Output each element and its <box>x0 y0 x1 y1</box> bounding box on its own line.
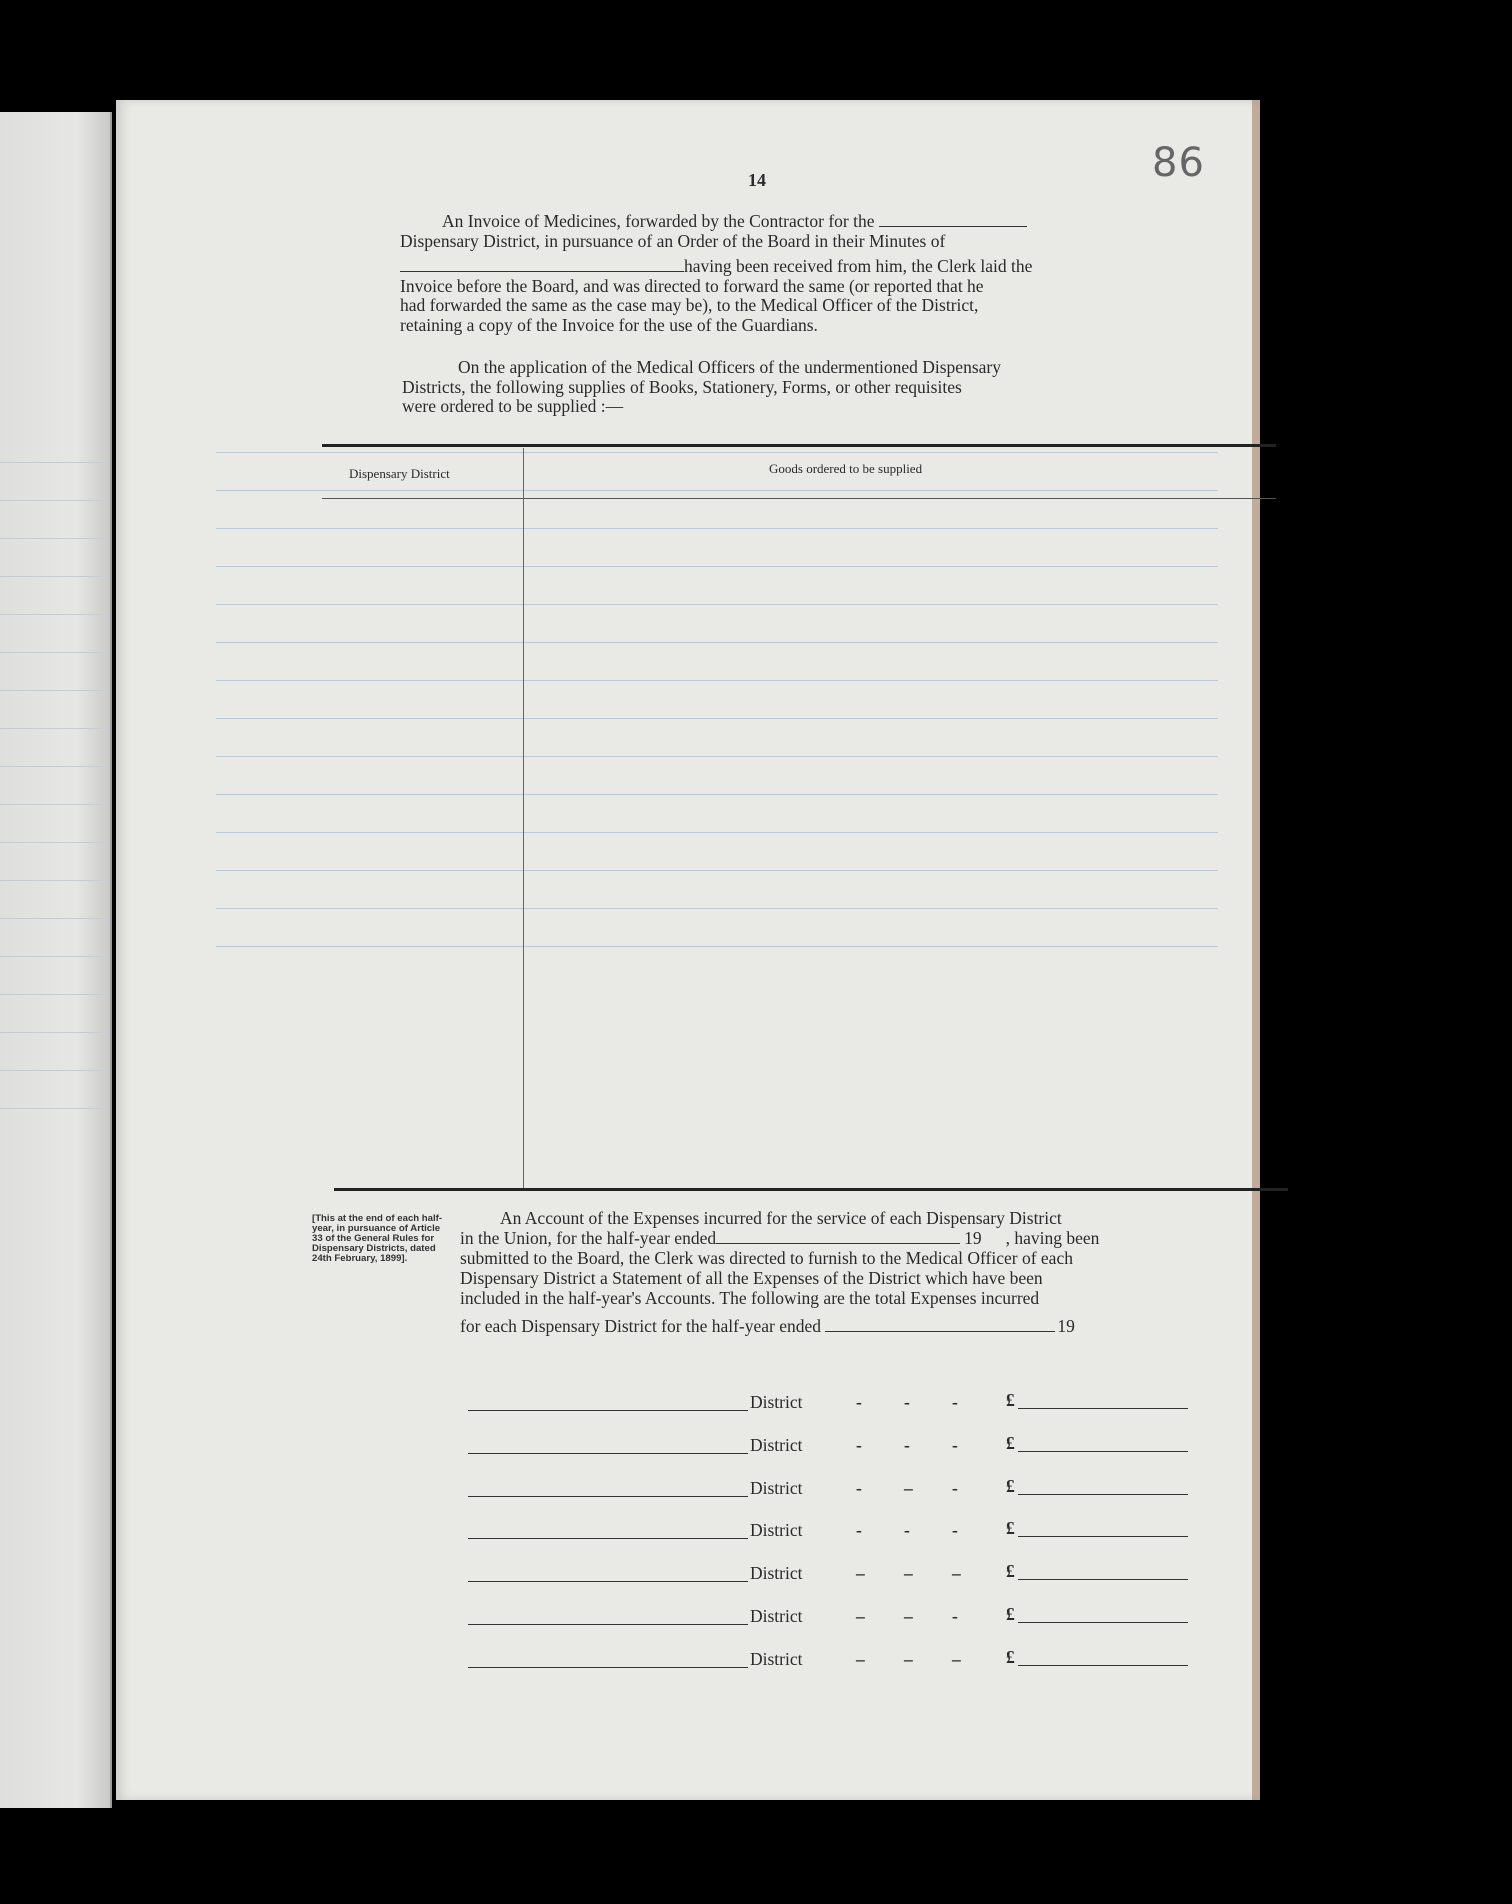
page-edge <box>1252 100 1260 1800</box>
leader-dash: – <box>856 1606 865 1626</box>
leader-dash: - <box>856 1520 862 1540</box>
account-paragraph <box>460 1208 1302 1336</box>
district-name-blank[interactable] <box>468 1496 748 1497</box>
leader-dash: – <box>904 1606 913 1626</box>
account-line-1: An Account of the Expenses incurred for the service of each Dispensary District <box>500 1208 1062 1228</box>
left-page-edge <box>0 112 112 1808</box>
amount-blank[interactable] <box>1018 1451 1188 1452</box>
amount-blank[interactable] <box>1018 1408 1188 1409</box>
district-label: District <box>750 1606 803 1626</box>
account-line-2b: 19 <box>964 1228 982 1248</box>
amount-blank[interactable] <box>1018 1579 1188 1580</box>
leader-dash: - <box>952 1520 958 1540</box>
account-line-4: Dispensary District a Statement of all the Expenses of the District which have been <box>460 1268 1043 1288</box>
leader-dash: - <box>952 1435 958 1455</box>
account-line-2c: , having been <box>1005 1228 1100 1248</box>
leader-dash: - <box>952 1606 958 1626</box>
leader-dash: – <box>856 1563 865 1583</box>
district-label: District <box>750 1435 803 1455</box>
district-name-blank[interactable] <box>468 1453 748 1454</box>
invoice-line-4: Invoice before the Board, and was directed to forward the same (or reported that he <box>400 275 984 296</box>
invoice-line-3: having been received from him, the Clerk laid the <box>684 256 1033 276</box>
half-year-ended-blank-1[interactable] <box>716 1229 960 1244</box>
half-year-ended-blank-2[interactable] <box>825 1317 1055 1332</box>
district-label: District <box>750 1520 803 1540</box>
leader-dash: – <box>856 1649 865 1669</box>
invoice-line-6: retaining a copy of the Invoice for the use of the Guardians. <box>400 314 818 335</box>
table-column-divider <box>523 448 524 1190</box>
application-line-3: were ordered to be supplied :— <box>402 396 624 416</box>
invoice-line-2: Dispensary District, in pursuance of an Order of the Board in their Minutes of <box>400 230 946 251</box>
leader-dash: - <box>904 1392 910 1412</box>
pound-sign: £ <box>1006 1604 1015 1624</box>
account-line-2a: in the Union, for the half-year ended <box>460 1228 717 1248</box>
leader-dash: - <box>904 1520 910 1540</box>
contractor-blank[interactable] <box>879 212 1027 227</box>
table-header-rule <box>322 498 1276 499</box>
leader-dash: - <box>952 1478 958 1498</box>
folio-number: 86 <box>1152 140 1205 186</box>
table-bottom-rule <box>334 1188 1288 1191</box>
district-name-blank[interactable] <box>468 1581 748 1582</box>
district-label: District <box>750 1649 803 1669</box>
invoice-paragraph <box>400 212 1230 335</box>
account-line-6a: for each Dispensary District for the half-year ended <box>460 1316 822 1336</box>
district-name-blank[interactable] <box>468 1624 748 1625</box>
district-name-blank[interactable] <box>468 1538 748 1539</box>
district-name-blank[interactable] <box>468 1667 748 1668</box>
leader-dash: – <box>904 1478 913 1498</box>
leader-dash: - <box>856 1392 862 1412</box>
pound-sign: £ <box>1006 1561 1015 1581</box>
leader-dash: - <box>856 1435 862 1455</box>
account-line-5: included in the half-year's Accounts. The following are the total Expenses incurred <box>460 1288 1040 1308</box>
account-line-6b: 19 <box>1057 1316 1075 1336</box>
pound-sign: £ <box>1006 1647 1015 1667</box>
leader-dash: – <box>952 1563 961 1583</box>
amount-blank[interactable] <box>1018 1494 1188 1495</box>
pound-sign: £ <box>1006 1518 1015 1538</box>
amount-blank[interactable] <box>1018 1622 1188 1623</box>
leader-dash: – <box>904 1563 913 1583</box>
district-label: District <box>750 1563 803 1583</box>
col-header-goods-ordered: Goods ordered to be supplied <box>769 461 923 476</box>
col-header-dispensary-district: Dispensary District <box>349 466 450 481</box>
pound-sign: £ <box>1006 1390 1015 1410</box>
minutes-date-blank[interactable] <box>400 257 684 272</box>
application-paragraph <box>402 358 1230 417</box>
leader-dash: - <box>952 1392 958 1412</box>
form-page <box>116 100 1260 1800</box>
application-line-2: Districts, the following supplies of Books, Stationery, Forms, or other requisites <box>402 376 962 397</box>
leader-dash: - <box>904 1435 910 1455</box>
pound-sign: £ <box>1006 1433 1015 1453</box>
leader-dash: – <box>904 1649 913 1669</box>
page-number: 14 <box>748 170 766 190</box>
district-label: District <box>750 1478 803 1498</box>
account-line-3: submitted to the Board, the Clerk was directed to furnish to the Medical Officer of each <box>460 1248 1073 1268</box>
invoice-line-1: An Invoice of Medicines, forwarded by the Contractor for the <box>442 211 875 231</box>
leader-dash: – <box>952 1649 961 1669</box>
district-label: District <box>750 1392 803 1412</box>
pound-sign: £ <box>1006 1476 1015 1496</box>
invoice-line-5: had forwarded the same as the case may be), to the Medical Officer of the District, <box>400 295 979 315</box>
table-top-rule <box>322 444 1276 447</box>
leader-dash: - <box>856 1478 862 1498</box>
margin-note: [This at the end of each half-year, in pursuance of Article 33 of the General Rules for Dispensary Districts, dated 24th February, 1899]. <box>312 1213 443 1264</box>
district-name-blank[interactable] <box>468 1410 748 1411</box>
amount-blank[interactable] <box>1018 1536 1188 1537</box>
application-line-1: On the application of the Medical Officers of the undermentioned Dispensary <box>458 357 1001 377</box>
amount-blank[interactable] <box>1018 1665 1188 1666</box>
